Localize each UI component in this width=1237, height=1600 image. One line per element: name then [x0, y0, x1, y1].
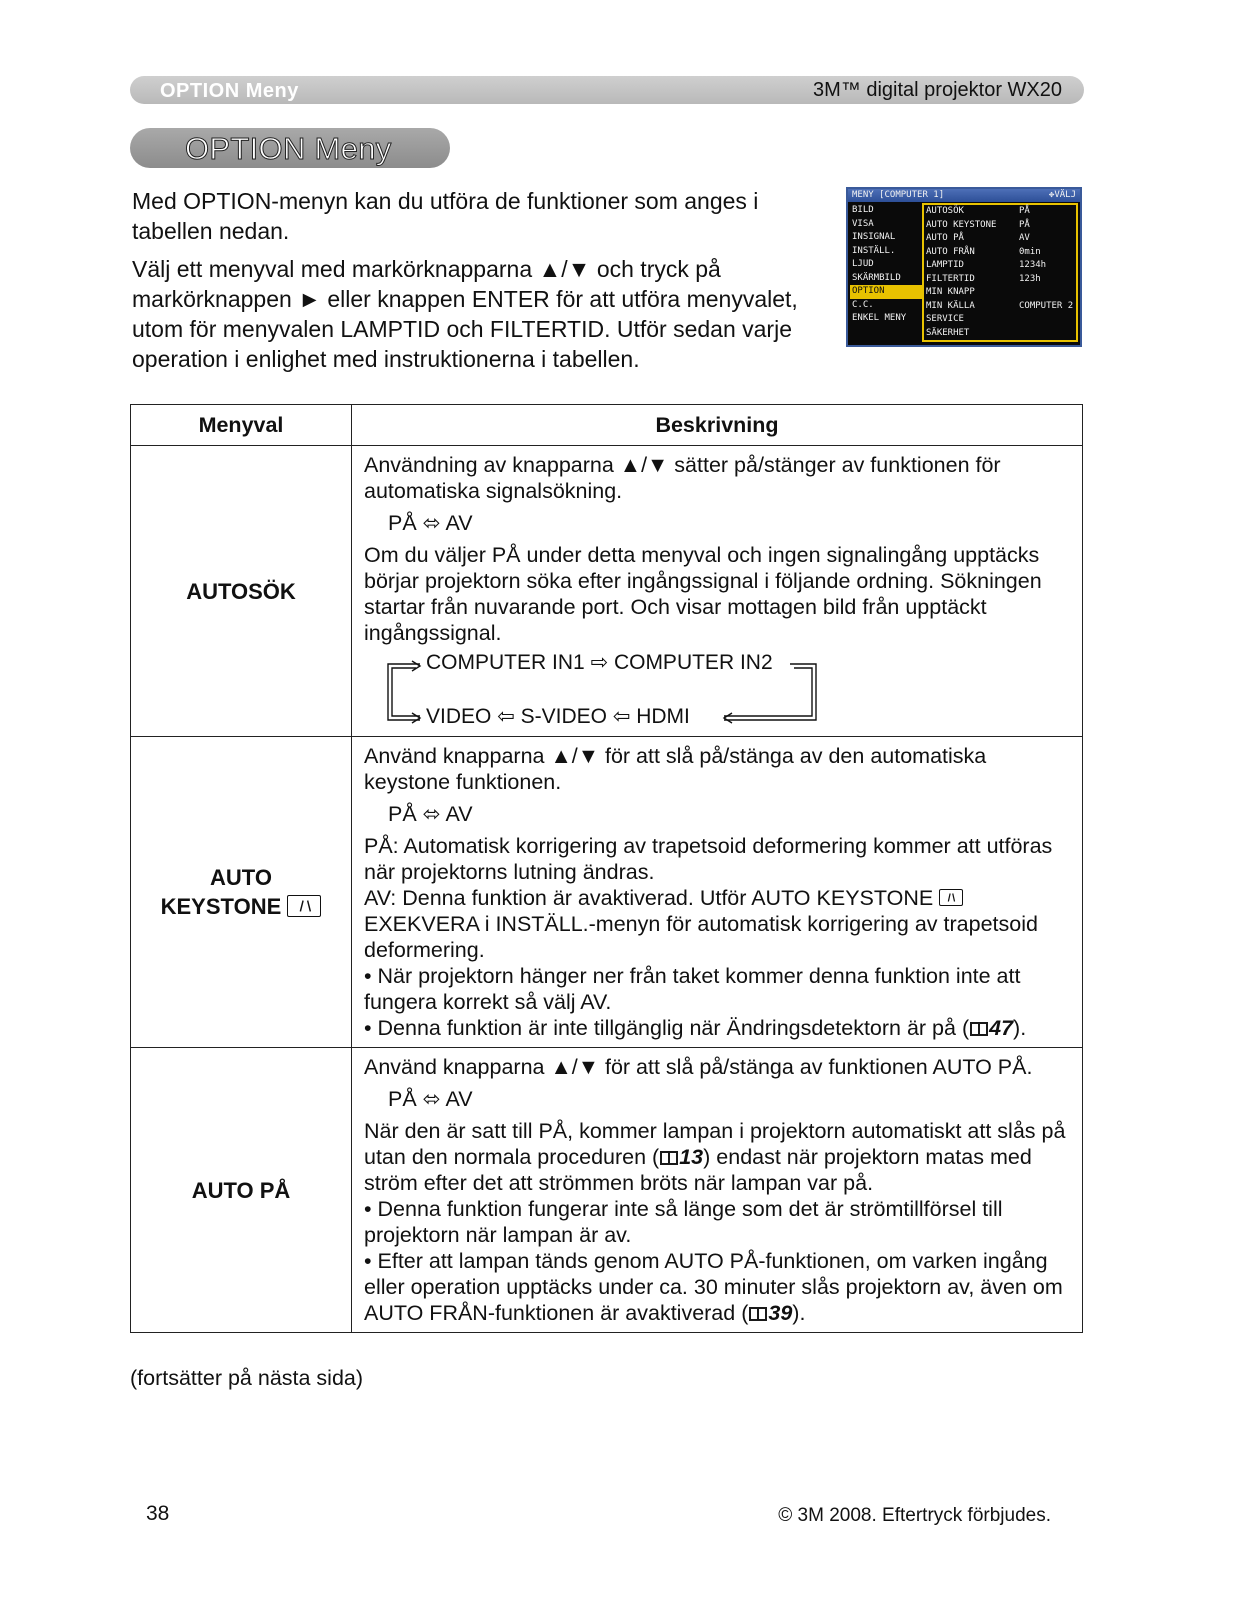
- keystone-icon: [939, 889, 963, 906]
- menu-screenshot: [846, 187, 1082, 347]
- book-icon: [748, 1306, 768, 1322]
- menu-option-item: [924, 300, 1076, 314]
- menu-category-item: ENKEL MENY: [852, 313, 907, 323]
- toggle-pa-av: PÅ ⬄ AV: [388, 1087, 473, 1111]
- menu-option-name: AUTOSÖK: [926, 206, 964, 216]
- header-section-title: OPTION Meny: [160, 80, 299, 102]
- menu-option-item: [924, 205, 1076, 219]
- menu-category-item: OPTION: [850, 285, 922, 299]
- table-header-beskrivning: Beskrivning: [352, 405, 1083, 446]
- flow-line-2: VIDEO ⇦ S-VIDEO ⇦ HDMI: [426, 705, 690, 728]
- menu-category-item: INSTÄLL.: [852, 245, 896, 256]
- menu-option-item: [924, 313, 1076, 327]
- menu-option-name: MIN KNAPP: [926, 287, 975, 297]
- page-reference-link[interactable]: 47: [989, 1016, 1014, 1040]
- menu-option-item: [924, 286, 1076, 300]
- flow-line-1: COMPUTER IN1 ⇨ COMPUTER IN2: [426, 651, 773, 674]
- page-number: 38: [146, 1502, 170, 1525]
- table-row-auto-pa: [131, 1048, 1083, 1333]
- header-product-name: 3M™ digital projektor WX20: [813, 79, 1062, 101]
- row-name-auto-pa: AUTO PÅ: [131, 1048, 352, 1333]
- row-desc-auto-pa: Använd knapparna ▲/▼ för att slå på/stänga av funktionen AUTO PÅ. PÅ ⬄ AV När den är satt till PÅ, kommer lampan i projektorn automatiskt att slås på utan den normala proceduren ( 13) endast när projektorn matas med ström efter det att strömmen bröts när lampan var på. • Denna funktion fungerar inte så länge som det är strömtillförsel till projektorn när lampan är av. • Efter att lampan tänds genom AUTO PÅ-funktionen, om varken ingång eller operation upptäcks under ca. 30 minuter slås projektorn av, även om AUTO FRÅN-funktionen är avaktiverad ( 39).: [352, 1048, 1083, 1333]
- menu-option-value: PÅ: [1019, 206, 1030, 216]
- menu-option-name: SÄKERHET: [926, 327, 970, 338]
- menu-option-name: AUTO KEYSTONE: [926, 219, 997, 230]
- menu-option-name: LAMPTID: [926, 260, 964, 270]
- menu-option-name: FILTERTID: [926, 273, 975, 284]
- page-reference-link[interactable]: 13: [679, 1145, 704, 1169]
- menu-screenshot-categories: [850, 204, 922, 326]
- toggle-pa-av: PÅ ⬄ AV: [388, 802, 473, 826]
- menu-option-value: 0min: [1019, 246, 1041, 257]
- table-row-autosok: [131, 446, 1083, 737]
- book-icon: [969, 1021, 989, 1037]
- menu-option-value: 1234h: [1019, 260, 1047, 270]
- menu-option-item: [924, 327, 1076, 341]
- menu-option-value: PÅ: [1019, 219, 1030, 230]
- keystone-icon: [287, 895, 321, 917]
- row-name-auto-keystone: AUTO KEYSTONE: [131, 737, 352, 1048]
- menu-category-item: BILD: [852, 205, 874, 215]
- menu-option-value: 123h: [1019, 273, 1041, 284]
- row-desc-auto-keystone: Använd knapparna ▲/▼ för att slå på/stänga av den automatiska keystone funktionen. PÅ ⬄ AV PÅ: Automatisk korrigering av trapetsoid deformering kommer att utföras när projektorns lutning ändras. AV: Denna funktion är avaktiverad. Utför AUTO KEYSTONE EXEKVERA i INSTÄLL.-menyn för automatisk korrigering av trapetsoid deformering. • När projektorn hänger ner från taket kommer denna funktion inte att fungera korrekt så välj AV. • Denna funktion är inte tillgänglig när Ändringsdetektorn är på ( 47).: [352, 737, 1083, 1048]
- menu-screenshot-title: MENY [COMPUTER 1]: [852, 190, 945, 200]
- table-header-menyval: Menyval: [131, 405, 352, 446]
- menu-option-value: COMPUTER 2: [1019, 300, 1074, 311]
- row-name-autosok: AUTOSÖK: [131, 446, 352, 737]
- intro-paragraph-2: Välj ett menyval med markörknapparna ▲/▼ och tryck på markörknappen ► eller knappen ENTER för att utföra menyvalet, utom för menyvalen LAMPTID och FILTERTID. Utför sedan varje operation i enlighet med instruktionerna i tabellen.: [132, 256, 798, 372]
- menu-option-name: SERVICE: [926, 314, 964, 324]
- menu-option-item: [924, 259, 1076, 273]
- intro-paragraph-1: Med OPTION-menyn kan du utföra de funktioner som anges i tabellen nedan.: [132, 188, 759, 244]
- dpad-icon: ✥: [1048, 190, 1055, 200]
- menu-category-item: LJUD: [852, 259, 874, 269]
- menu-option-item: [924, 246, 1076, 260]
- toggle-pa-av: PÅ ⬄ AV: [388, 511, 473, 535]
- table-row-auto-keystone: [131, 737, 1083, 1048]
- menu-screenshot-titlebar: [848, 189, 1080, 202]
- menu-category-item: INSIGNAL: [852, 232, 896, 242]
- page-reference-link[interactable]: 39: [768, 1301, 793, 1325]
- menu-option-name: AUTO PÅ: [926, 233, 964, 243]
- menu-category-item: SKÄRMBILD: [852, 272, 901, 283]
- option-table: [130, 404, 1083, 1333]
- menu-option-item: [924, 232, 1076, 246]
- continued-note: (fortsätter på nästa sida): [130, 1366, 364, 1390]
- copyright: © 3M 2008. Eftertryck förbjudes.: [778, 1505, 1051, 1526]
- menu-category-item: VISA: [852, 218, 874, 229]
- menu-option-name: MIN KÄLLA: [926, 300, 975, 311]
- menu-option-value: AV: [1019, 233, 1030, 243]
- book-icon: [659, 1150, 679, 1166]
- menu-option-item: [924, 273, 1076, 287]
- row-desc-autosok: Användning av knapparna ▲/▼ sätter på/stänger av funktionen för automatiska signalsökning. PÅ ⬄ AV Om du väljer PÅ under detta menyval och ingen signalingång upptäcks börjar projektorn söka efter ingångssignal i följande ordning. Sökningen startar från nuvarande port. Och visar mottagen bild från upptäckt ingångssignal. COMPUTER IN1 ⇨ COMPUTER IN2 VIDEO ⇦ S-VIDEO ⇦ HDMI: [352, 446, 1083, 737]
- signal-search-flow: [364, 650, 1072, 730]
- menu-screenshot-options: [922, 203, 1078, 342]
- menu-screenshot-select: ✥VÄLJ: [1048, 190, 1076, 200]
- menu-option-name: AUTO FRÅN: [926, 246, 975, 257]
- menu-option-item: [924, 219, 1076, 233]
- menu-category-item: C.C.: [852, 299, 874, 310]
- page-title: OPTION Meny: [185, 131, 392, 166]
